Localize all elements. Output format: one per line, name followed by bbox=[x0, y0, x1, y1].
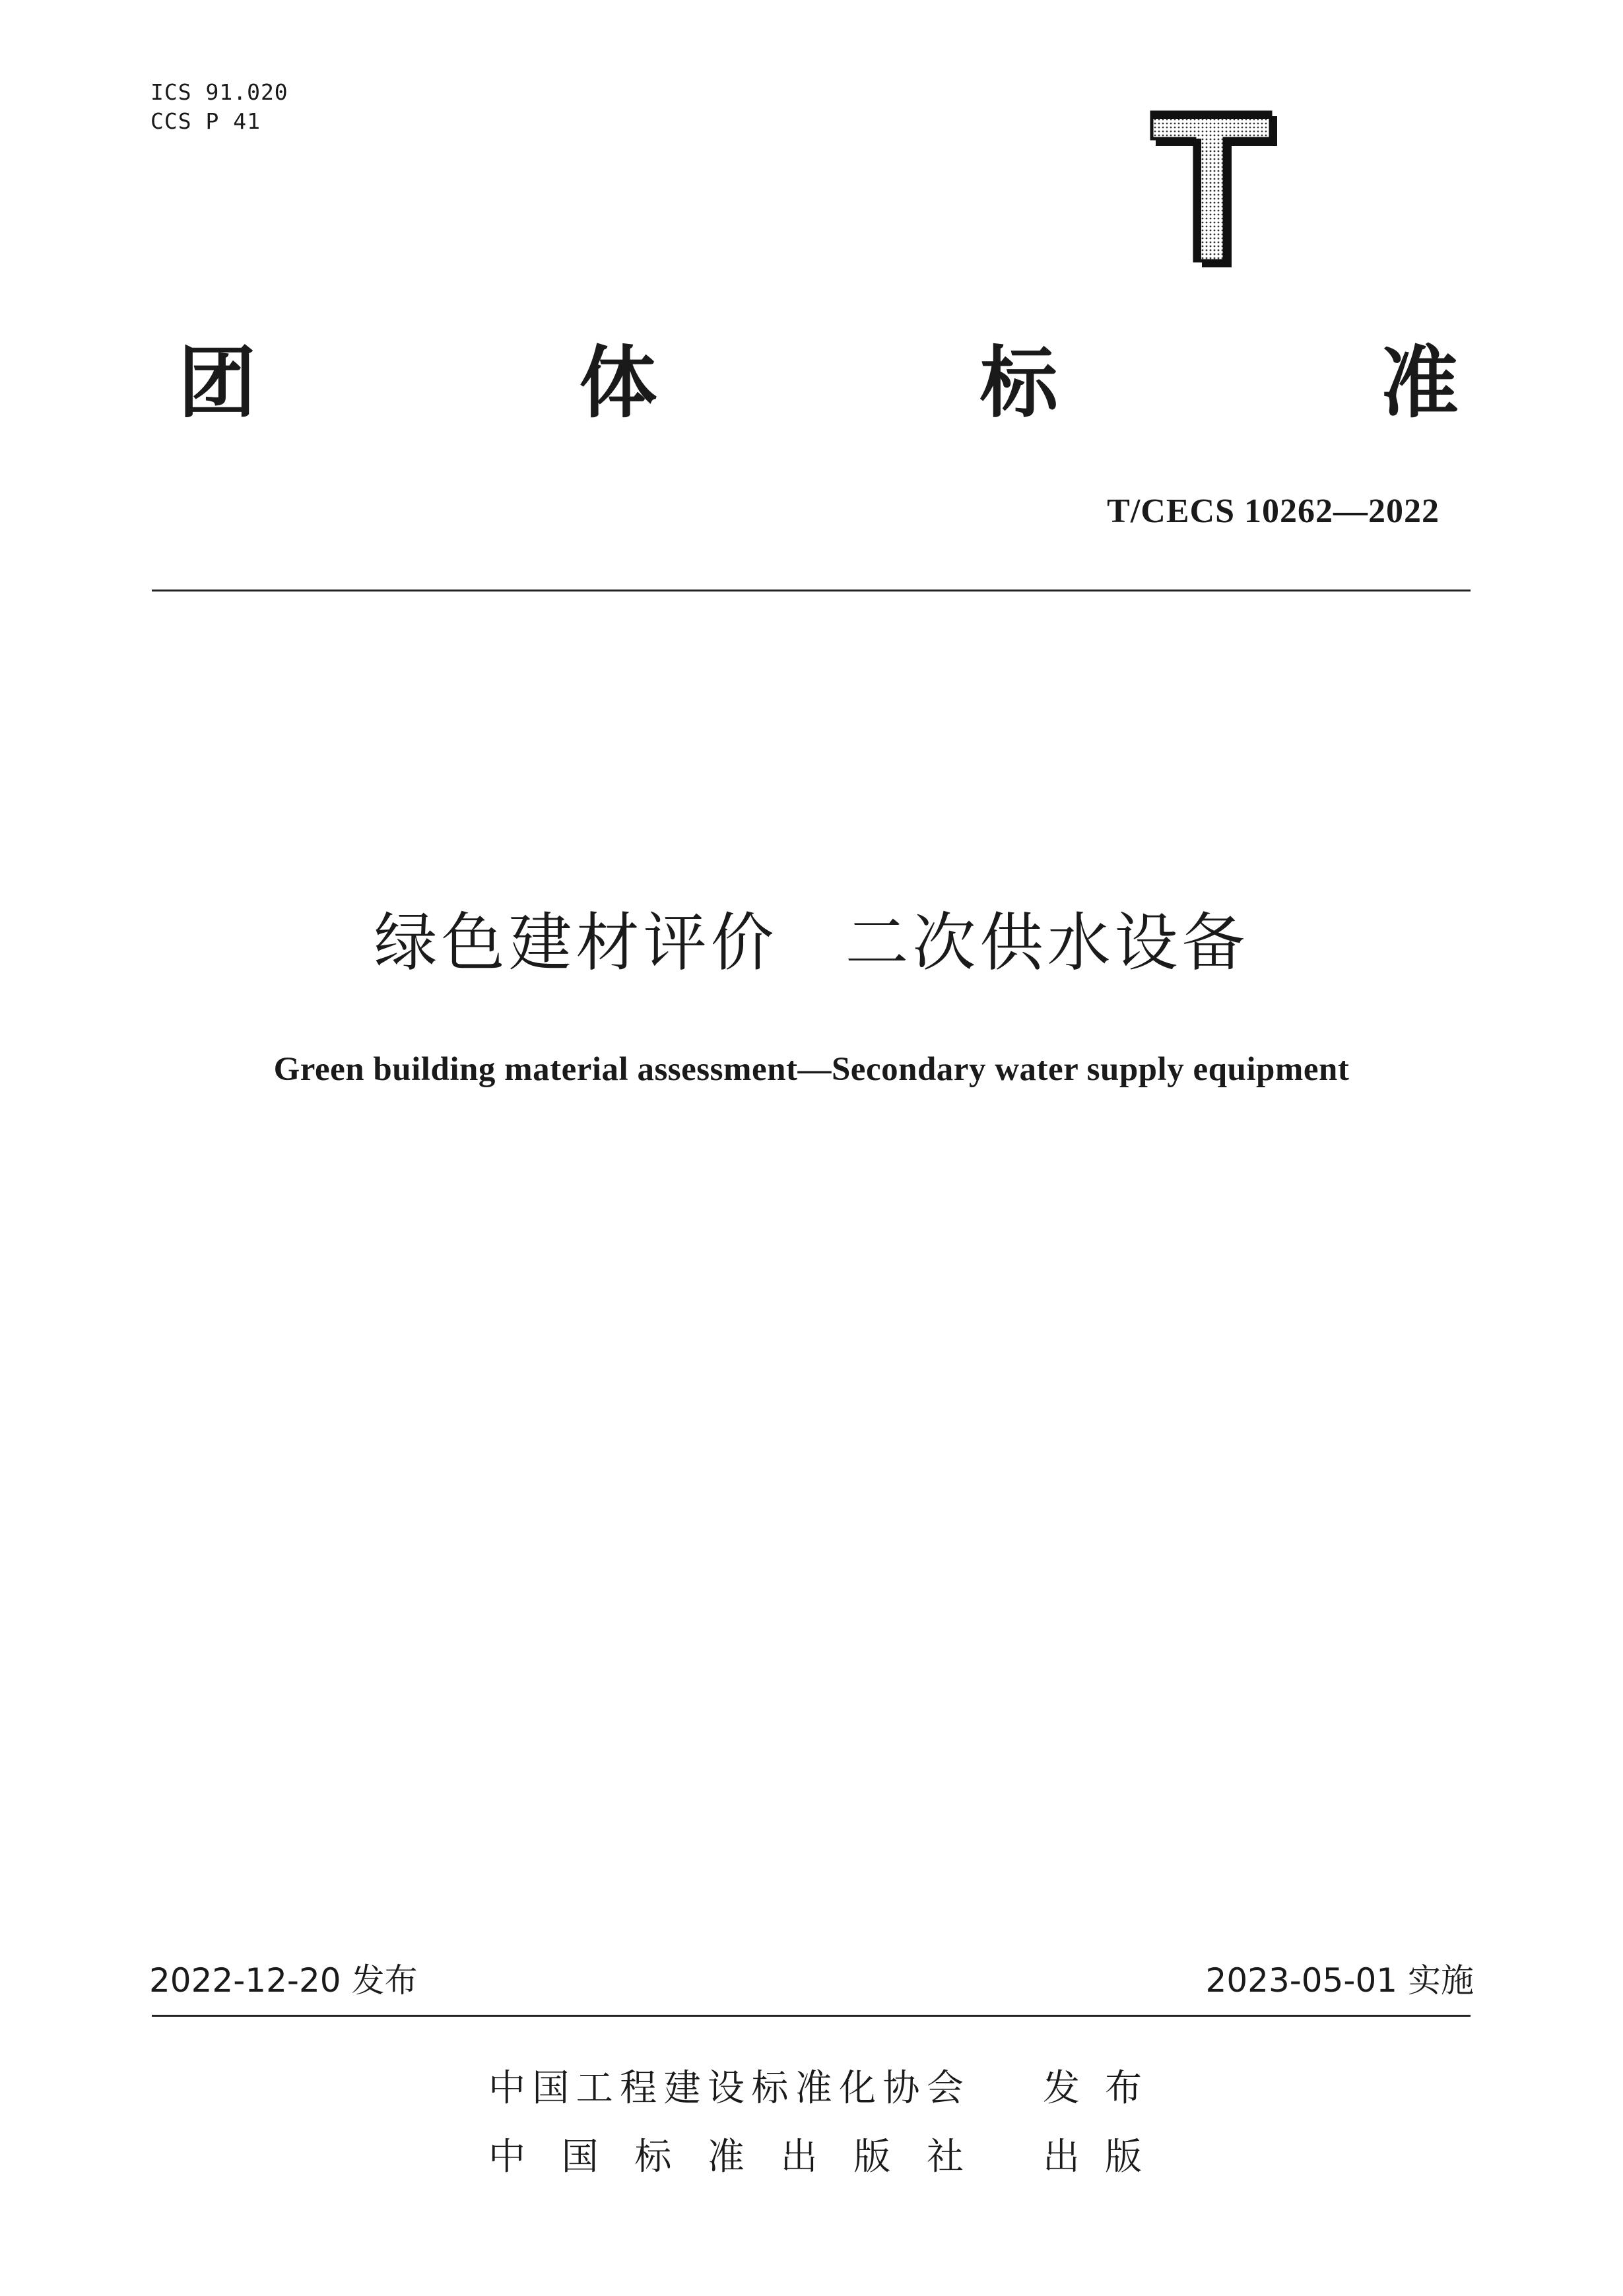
role-char: 版 bbox=[1105, 2136, 1142, 2178]
org-char: 准 bbox=[707, 2136, 745, 2178]
standard-type-T-logo bbox=[1145, 106, 1277, 267]
org-char: 中 bbox=[488, 2067, 525, 2110]
implementation-date: 2023-05-01 实施 bbox=[1205, 1961, 1474, 2000]
publisher-organization bbox=[488, 2062, 964, 2115]
org-char: 版 bbox=[853, 2136, 891, 2178]
org-char: 程 bbox=[620, 2067, 657, 2110]
publisher-row bbox=[488, 2062, 1148, 2115]
role-char: 发 bbox=[1043, 2067, 1080, 2110]
org-char: 出 bbox=[780, 2136, 818, 2178]
org-char: 国 bbox=[561, 2136, 599, 2178]
ccs-code: CCS P 41 bbox=[150, 108, 261, 134]
publisher-role bbox=[1043, 2062, 1142, 2115]
standard-type-char: 体 bbox=[579, 337, 657, 428]
org-char: 中 bbox=[488, 2136, 525, 2178]
org-char: 工 bbox=[576, 2067, 613, 2110]
title-english: Green building material assessment—Secondary water supply equipment bbox=[273, 1051, 1350, 1088]
publisher-row bbox=[488, 2131, 1148, 2184]
ics-code: ICS 91.020 bbox=[150, 79, 288, 105]
role-char: 出 bbox=[1043, 2136, 1080, 2178]
standard-type-char: 标 bbox=[979, 337, 1058, 428]
org-char: 化 bbox=[839, 2067, 877, 2110]
org-char: 标 bbox=[634, 2136, 672, 2178]
top-divider bbox=[152, 590, 1471, 591]
org-char: 国 bbox=[532, 2067, 570, 2110]
role-char: 布 bbox=[1105, 2067, 1142, 2110]
org-char: 建 bbox=[663, 2067, 701, 2110]
standard-type-char: 团 bbox=[178, 337, 257, 428]
bottom-divider bbox=[152, 2015, 1471, 2017]
org-char: 准 bbox=[795, 2067, 832, 2110]
standard-type-heading bbox=[178, 333, 1459, 432]
org-char: 标 bbox=[751, 2067, 789, 2110]
org-char: 协 bbox=[882, 2067, 920, 2110]
org-char: 社 bbox=[926, 2136, 964, 2178]
issue-date: 2022-12-20 发布 bbox=[149, 1961, 418, 2000]
org-char: 会 bbox=[926, 2067, 964, 2110]
publisher-organization bbox=[488, 2131, 964, 2184]
standard-code: T/CECS 10262—2022 bbox=[1107, 492, 1440, 530]
title-chinese: 绿色建材评价 二次供水设备 bbox=[374, 906, 1249, 980]
standard-type-char: 准 bbox=[1380, 337, 1459, 428]
org-char: 设 bbox=[707, 2067, 745, 2110]
publisher-role bbox=[1043, 2131, 1142, 2184]
